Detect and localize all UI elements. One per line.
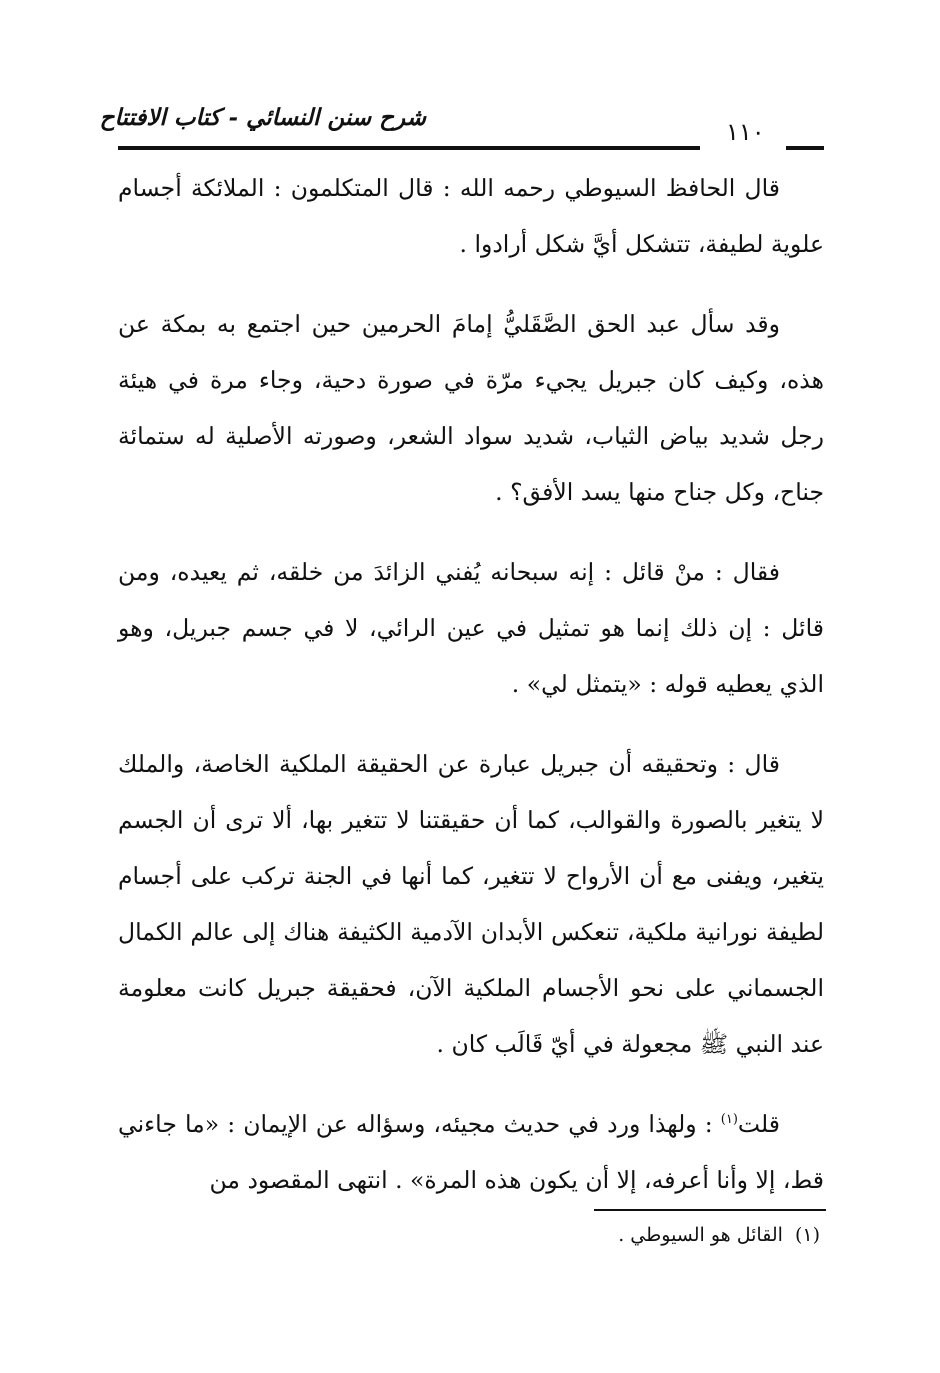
body-text (118, 160, 824, 1232)
running-title: شرح سنن النسائي - كتاب الافتتاح (99, 104, 426, 131)
paragraph-3: فقال : منْ قائل : إنه سبحانه يُفني الزائدَ من خلقه، ثم يعيده، ومن قائل : إن ذلك إنما هو تمثيل في عين الرائي، لا في جسم جبريل، وهو الذي يعطيه قوله : «يتمثل لي» . (118, 558, 824, 698)
footnote (118, 1224, 820, 1246)
paragraph-5-text: : ولهذا ورد في حديث مجيئه، وسؤاله عن الإيمان : «ما جاءني قط، إلا وأنا أعرفه، إلا أن يكون هذه المرة» . انتهى المقصود من (118, 1110, 824, 1194)
header-rule-short (786, 146, 824, 150)
paragraph-5-lead: قلت (737, 1110, 780, 1138)
footnote-reference[interactable]: (١) (720, 1112, 738, 1128)
paragraph-5 (118, 1096, 824, 1208)
paragraph-2: وقد سأل عبد الحق الصَّقَليُّ إمامَ الحرمين حين اجتمع به بمكة عن هذه، وكيف كان جبريل يجيء مرّة في صورة دحية، وجاء مرة في هيئة رجل شديد بياض الثياب، شديد سواد الشعر، وصورته الأصلية له ستمائة جناح، وكل جناح منها يسد الأفق؟ . (118, 310, 824, 506)
footnote-rule (594, 1209, 826, 1211)
footnote-number: (١) (794, 1224, 820, 1246)
running-header (99, 100, 824, 146)
footnote-text: القائل هو السيوطي . (618, 1224, 783, 1246)
header-rule (118, 146, 700, 150)
paragraph-4: قال : وتحقيقه أن جبريل عبارة عن الحقيقة الملكية الخاصة، والملك لا يتغير بالصورة والقوالب، كما أن حقيقتنا لا تتغير بها، ألا ترى أن الجسم يتغير، ويفنى مع أن الأرواح لا تتغير، كما أنها في الجنة تركب على أجسام لطيفة نورانية ملكية، تنعكس الأبدان الآدمية الكثيفة هناك إلى عالم الكمال الجسماني على نحو الأجسام الملكية الآن، فحقيقة جبريل كانت معلومة عند النبي ﷺ مجعولة في أيّ قَالَب كان . (118, 750, 824, 1058)
paragraph-1: قال الحافظ السيوطي رحمه الله : قال المتكلمون : الملائكة أجسام علوية لطيفة، تتشكل أيَّ شكل أرادوا . (118, 174, 824, 258)
page-number: ١١٠ (726, 118, 765, 146)
